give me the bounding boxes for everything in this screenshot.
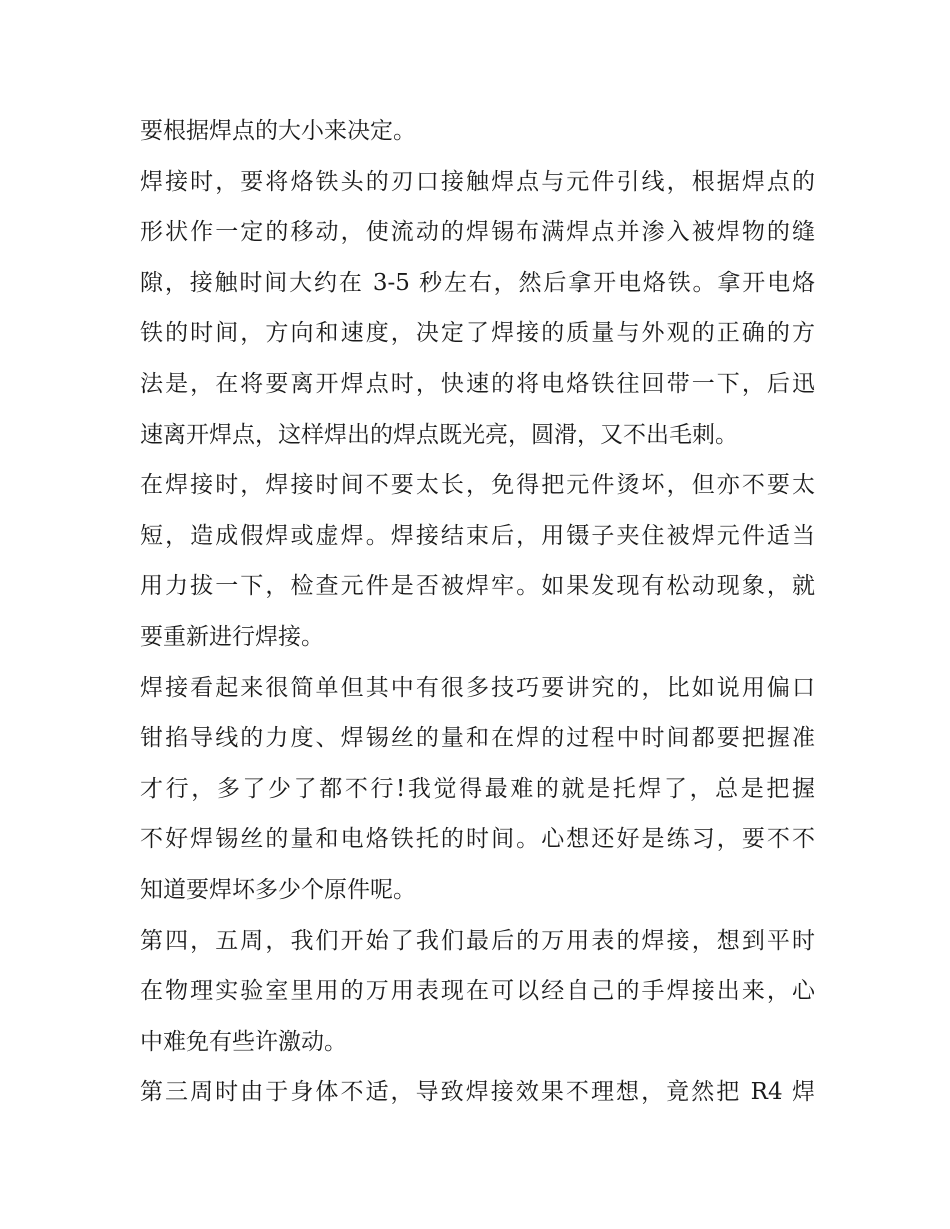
text-line: 要重新进行焊接。 — [140, 623, 324, 650]
text-line: 法是，在将要离开焊点时，快速的将电烙铁往回带一下，后迅 — [140, 370, 815, 397]
text-line: 中难免有些许激动。 — [140, 1028, 347, 1055]
text-line: 要根据焊点的大小来决定。 — [140, 118, 416, 144]
text-line: 焊接时，要将烙铁头的刃口接触焊点与元件引线，根据焊点的 — [140, 168, 815, 195]
text-line: 不好焊锡丝的量和电烙铁托的时间。心想还好是练习，要不不 — [140, 826, 815, 853]
text-line: 在物理实验室里用的万用表现在可以经自己的手焊接出来，心 — [140, 978, 815, 1005]
text-line: 短，造成假焊或虚焊。焊接结束后，用镊子夹住被焊元件适当 — [140, 522, 815, 549]
text-line: 用力拔一下，检查元件是否被焊牢。如果发现有松动现象，就 — [140, 573, 815, 600]
text-line: 隙，接触时间大约在 3-5 秒左右，然后拿开电烙铁。拿开电烙 — [140, 269, 815, 296]
text-line: 铁的时间，方向和速度，决定了焊接的质量与外观的正确的方 — [140, 320, 815, 347]
text-line: 焊接看起来很简单但其中有很多技巧要讲究的，比如说用偏口 — [140, 674, 815, 701]
text-line: 在焊接时，焊接时间不要太长，免得把元件烫坏，但亦不要太 — [140, 472, 815, 499]
text-line: 钳掐导线的力度、焊锡丝的量和在焊的过程中时间都要把握准 — [140, 725, 815, 752]
text-line: 速离开焊点，这样焊出的焊点既光亮，圆滑，又不出毛刺。 — [140, 421, 738, 448]
text-line: 知道要焊坏多少个原件呢。 — [140, 876, 416, 903]
text-line: 才行，多了少了都不行!我觉得最难的就是托焊了，总是把握 — [140, 775, 815, 802]
text-line: 第三周时由于身体不适，导致焊接效果不理想，竟然把 R4 焊 — [140, 1079, 815, 1106]
text-line: 第四，五周，我们开始了我们最后的万用表的焊接，想到平时 — [140, 927, 815, 954]
text-line: 形状作一定的移动，使流动的焊锡布满焊点并渗入被焊物的缝 — [140, 219, 815, 246]
document-body — [140, 106, 815, 1118]
